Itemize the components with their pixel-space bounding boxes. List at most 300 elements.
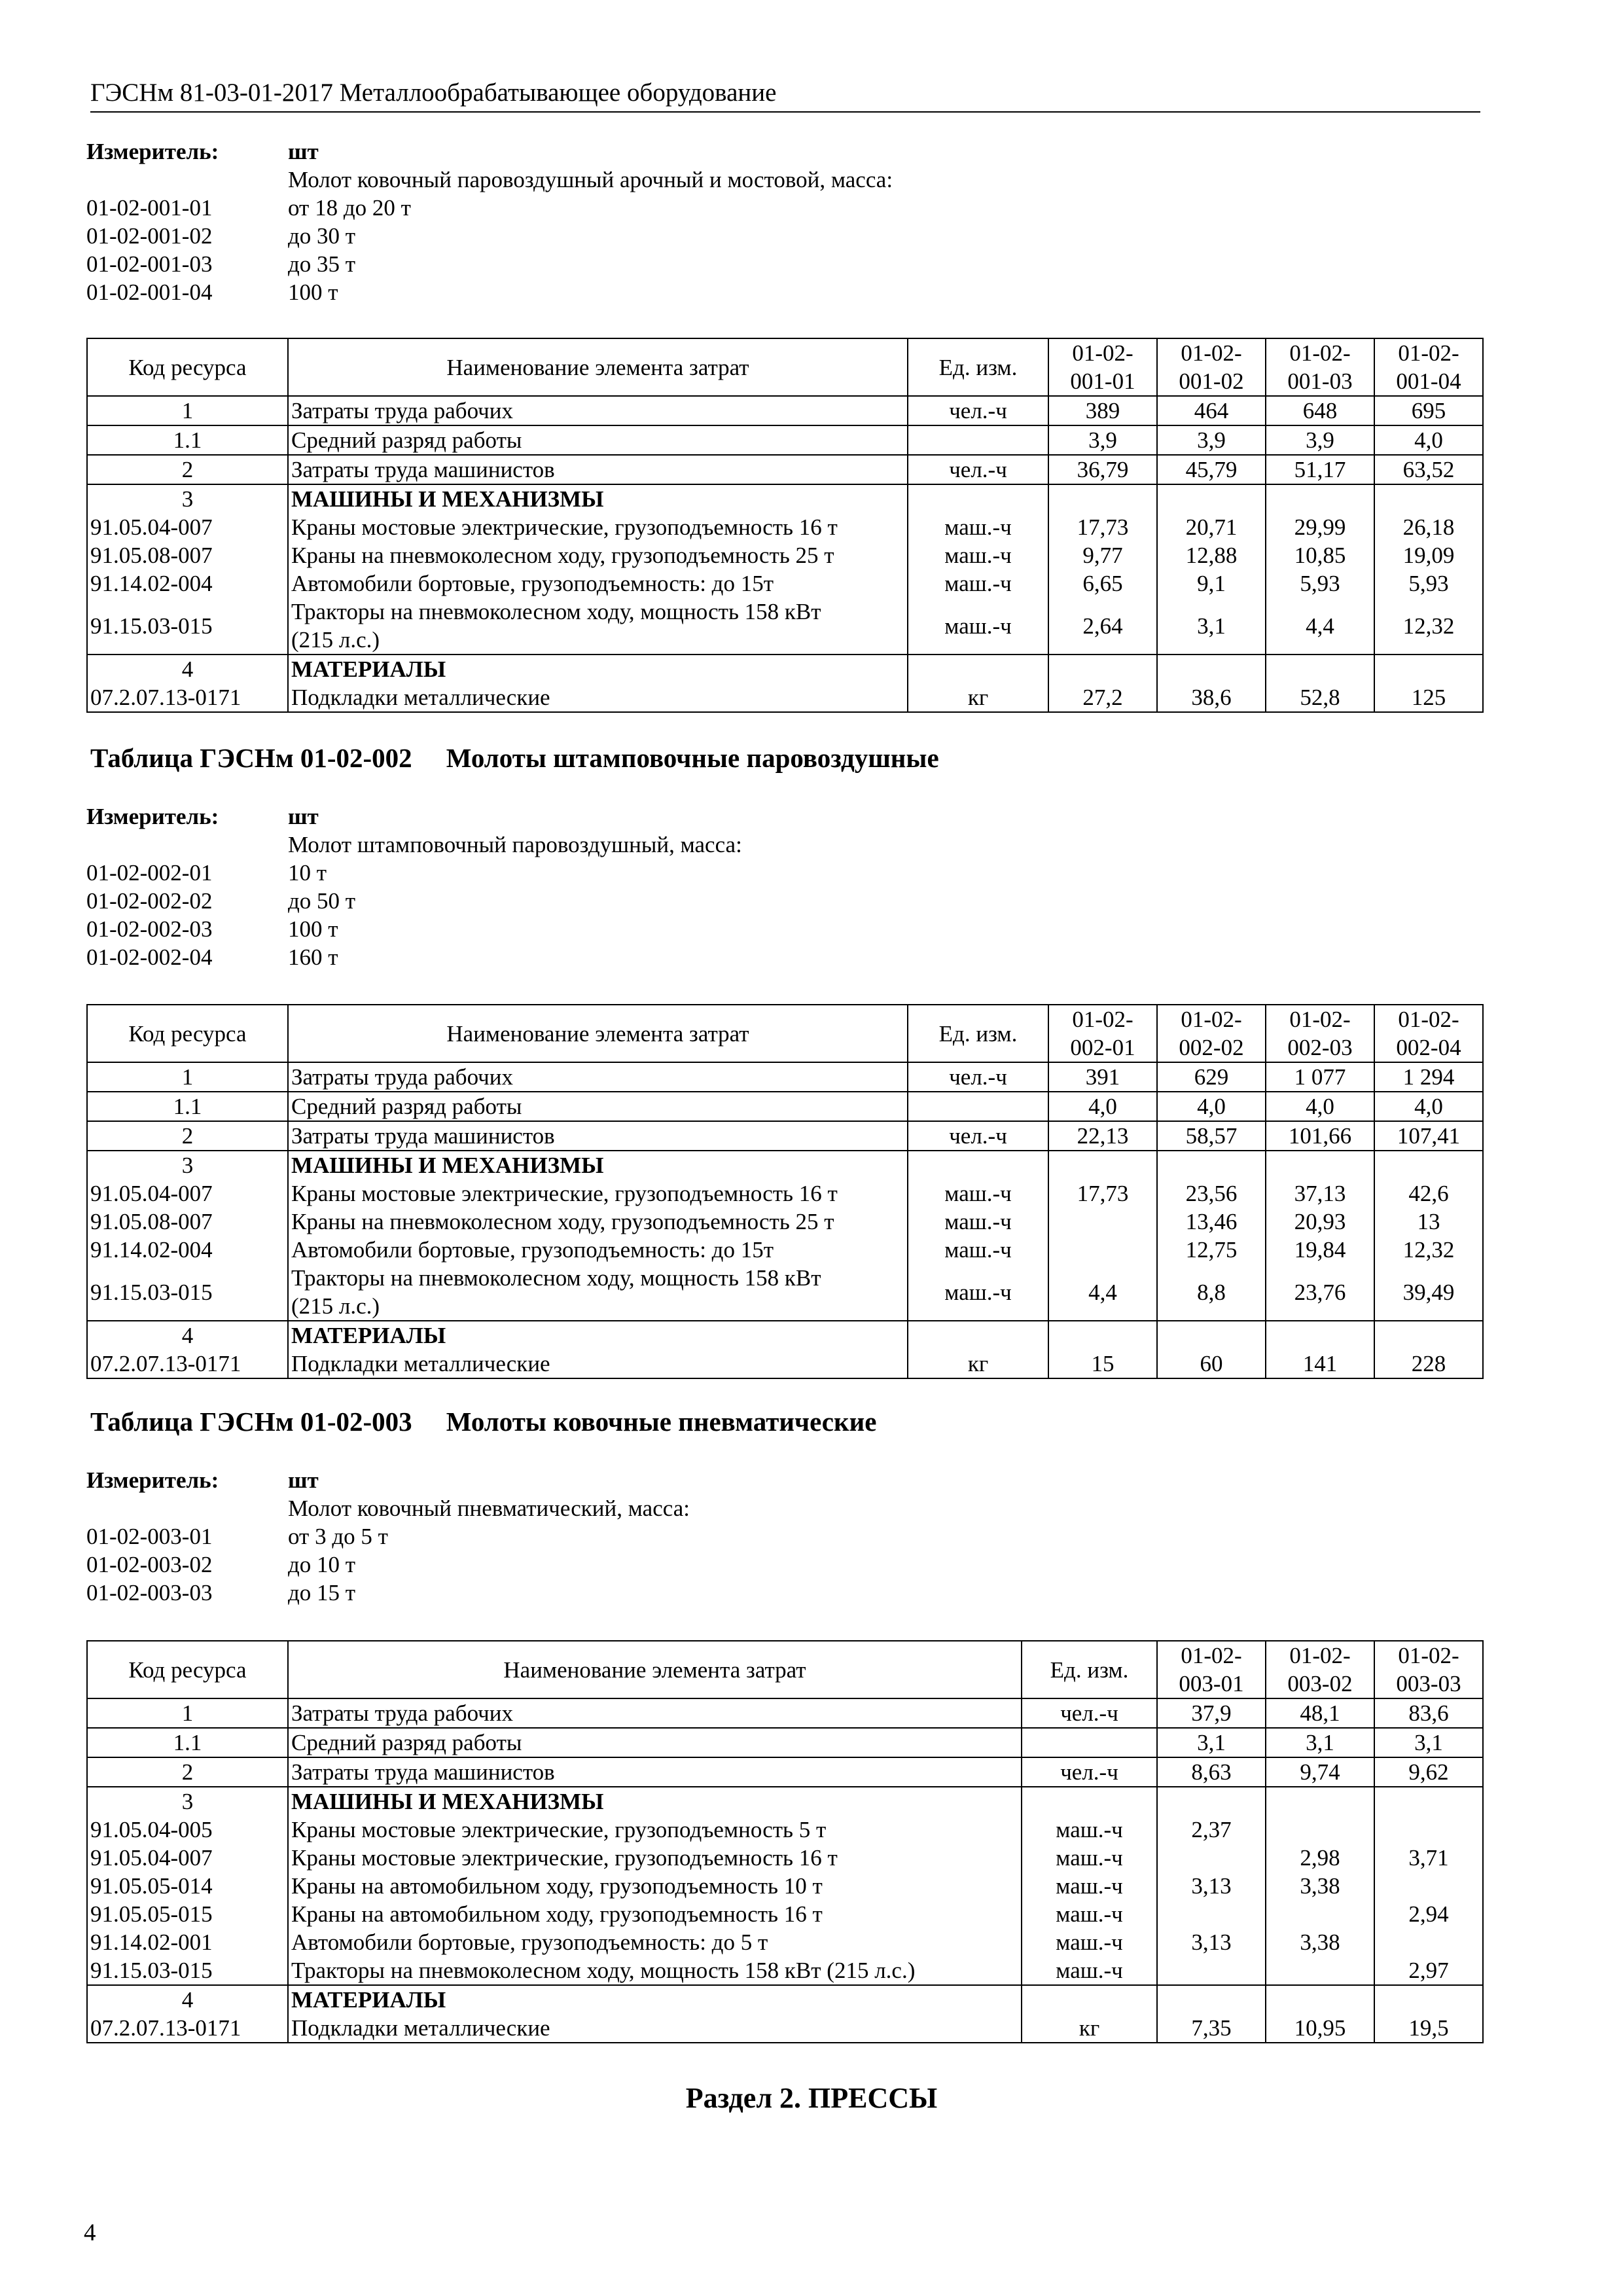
value-cell xyxy=(1374,1151,1483,1179)
col-header-line2: 001-02 xyxy=(1179,368,1244,394)
col-header-norm xyxy=(1266,1005,1374,1062)
resource-name-text: Краны на автомобильном ходу, грузоподъемность 10 т xyxy=(291,1873,823,1899)
value-cell xyxy=(1157,484,1266,513)
value-cell: 48,1 xyxy=(1266,1698,1374,1728)
table-row xyxy=(87,1236,1483,1264)
norm-code-row xyxy=(86,1579,1480,1607)
value-cell: 695 xyxy=(1374,396,1483,425)
norm-code: 01-02-002-01 xyxy=(86,860,213,886)
resource-name xyxy=(288,655,908,683)
norm-code-desc: до 30 т xyxy=(288,223,356,249)
col-header-line1: 01-02- xyxy=(1398,340,1459,366)
resource-name xyxy=(288,1062,908,1092)
resource-code: 3 xyxy=(87,1151,288,1179)
value-cell: 20,71 xyxy=(1157,513,1266,541)
unit-cell: маш.-ч xyxy=(1022,1872,1157,1900)
value-cell: 27,2 xyxy=(1048,683,1157,712)
resource-name-text: Автомобили бортовые, грузоподъемность: до 15т xyxy=(291,571,774,596)
norm-code: 01-02-002-02 xyxy=(86,888,213,914)
col-header-line1: 01-02- xyxy=(1398,1007,1459,1032)
value-cell: 3,71 xyxy=(1374,1844,1483,1872)
resource-name-text: Тракторы на пневмоколесном ходу, мощность 158 кВт xyxy=(291,1265,821,1291)
table-row xyxy=(87,1698,1483,1728)
value-cell xyxy=(1157,1956,1266,1985)
resource-name xyxy=(288,1985,1022,2014)
value-cell: 9,62 xyxy=(1374,1757,1483,1787)
value-cell xyxy=(1266,1816,1374,1844)
unit-cell: маш.-ч xyxy=(908,1236,1048,1264)
measure-row xyxy=(86,802,1480,831)
resource-name-text: Средний разряд работы xyxy=(291,1094,522,1119)
col-header-norm xyxy=(1374,1005,1483,1062)
value-cell: 7,35 xyxy=(1157,2014,1266,2043)
value-cell xyxy=(1374,1321,1483,1350)
norm-code-row xyxy=(86,250,1480,278)
resource-code: 1.1 xyxy=(87,425,288,455)
table-row xyxy=(87,455,1483,484)
resource-name-text: Подкладки металлические xyxy=(291,2015,550,2041)
value-cell: 2,98 xyxy=(1266,1844,1374,1872)
col-header-code: Код ресурса xyxy=(87,1005,288,1062)
unit-cell xyxy=(1022,1787,1157,1816)
value-cell: 107,41 xyxy=(1374,1121,1483,1151)
value-cell xyxy=(1266,484,1374,513)
norm-code-row xyxy=(86,915,1480,943)
resource-name xyxy=(288,2014,1022,2043)
table-body xyxy=(87,1698,1483,2043)
table-row xyxy=(87,541,1483,569)
resource-name xyxy=(288,1757,1022,1787)
resource-name-text: Краны на автомобильном ходу, грузоподъемность 16 т xyxy=(291,1901,823,1927)
resource-name-text: Автомобили бортовые, грузоподъемность: до 5 т xyxy=(291,1929,768,1955)
resource-name xyxy=(288,1179,908,1208)
unit-cell xyxy=(908,1321,1048,1350)
table-row xyxy=(87,569,1483,598)
resource-name-text: Тракторы на пневмоколесном ходу, мощность 158 кВт xyxy=(291,599,821,624)
norm-code-desc: до 35 т xyxy=(288,251,356,277)
resource-code: 91.05.04-007 xyxy=(87,1179,288,1208)
norm-code: 01-02-003-03 xyxy=(86,1580,213,1605)
value-cell: 648 xyxy=(1266,396,1374,425)
resource-name-text: Затраты труда рабочих xyxy=(291,1064,513,1090)
resource-name xyxy=(288,1900,1022,1928)
unit-cell: кг xyxy=(908,683,1048,712)
value-cell: 4,0 xyxy=(1048,1092,1157,1121)
page-header: ГЭСНм 81-03-01-2017 Металлообрабатывающее оборудование xyxy=(90,77,1480,113)
table-row xyxy=(87,1179,1483,1208)
value-cell: 1 294 xyxy=(1374,1062,1483,1092)
resource-name-text: Затраты труда машинистов xyxy=(291,1123,555,1149)
col-header-norm xyxy=(1048,338,1157,396)
resource-name xyxy=(288,1928,1022,1956)
value-cell xyxy=(1157,1151,1266,1179)
resource-code: 91.05.04-005 xyxy=(87,1816,288,1844)
resource-name-text: МАТЕРИАЛЫ xyxy=(291,656,446,682)
norm-code-desc: 10 т xyxy=(288,860,327,886)
norm-code-desc: от 3 до 5 т xyxy=(288,1524,388,1549)
norm-code: 01-02-001-04 xyxy=(86,279,213,305)
value-cell: 38,6 xyxy=(1157,683,1266,712)
col-header-line2: 003-03 xyxy=(1396,1671,1461,1696)
value-cell: 125 xyxy=(1374,683,1483,712)
unit-cell: чел.-ч xyxy=(908,1062,1048,1092)
col-header-line1: 01-02- xyxy=(1072,340,1133,366)
table-row xyxy=(87,484,1483,513)
resource-name xyxy=(288,569,908,598)
resource-name-text: Краны мостовые электрические, грузоподъемность 16 т xyxy=(291,514,838,540)
resource-code: 07.2.07.13-0171 xyxy=(87,683,288,712)
measure-unit: шт xyxy=(288,804,319,829)
value-cell: 29,99 xyxy=(1266,513,1374,541)
col-header-line1: 01-02- xyxy=(1289,1007,1351,1032)
table-row xyxy=(87,1816,1483,1844)
resource-name-text: Автомобили бортовые, грузоподъемность: до 15т xyxy=(291,1237,774,1263)
table-head xyxy=(87,1005,1483,1062)
resource-code: 91.05.04-007 xyxy=(87,1844,288,1872)
resource-name-text: Затраты труда рабочих xyxy=(291,1700,513,1726)
value-cell: 51,17 xyxy=(1266,455,1374,484)
resource-code: 91.05.08-007 xyxy=(87,541,288,569)
value-cell: 17,73 xyxy=(1048,1179,1157,1208)
norm-code-desc: до 10 т xyxy=(288,1552,356,1577)
table-row xyxy=(87,1151,1483,1179)
resource-code: 2 xyxy=(87,1121,288,1151)
value-cell: 3,9 xyxy=(1048,425,1157,455)
resource-code: 91.15.03-015 xyxy=(87,598,288,655)
table-row xyxy=(87,1956,1483,1985)
norm-code-desc: от 18 до 20 т xyxy=(288,195,411,221)
value-cell xyxy=(1157,1787,1266,1816)
col-header-code: Код ресурса xyxy=(87,338,288,396)
resource-code: 91.05.04-007 xyxy=(87,513,288,541)
measure-desc-row xyxy=(86,1494,1480,1522)
value-cell xyxy=(1374,1787,1483,1816)
norm-code-desc: до 15 т xyxy=(288,1580,356,1605)
resource-code: 91.14.02-004 xyxy=(87,1236,288,1264)
measure-label: Измеритель: xyxy=(86,804,219,829)
unit-cell xyxy=(908,1151,1048,1179)
unit-cell: чел.-ч xyxy=(1022,1698,1157,1728)
value-cell xyxy=(1157,655,1266,683)
col-header-norm xyxy=(1157,1005,1266,1062)
table-number-3: Таблица ГЭСНм 01-02-003 xyxy=(90,1407,412,1437)
value-cell: 3,9 xyxy=(1157,425,1266,455)
col-header-line1: 01-02- xyxy=(1289,1643,1351,1668)
unit-cell: чел.-ч xyxy=(908,455,1048,484)
resource-name xyxy=(288,1208,908,1236)
value-cell: 2,37 xyxy=(1157,1816,1266,1844)
norm-code-desc: 100 т xyxy=(288,279,338,305)
col-header-norm xyxy=(1266,338,1374,396)
resource-name-text: Средний разряд работы xyxy=(291,427,522,453)
resource-code: 3 xyxy=(87,484,288,513)
resource-code: 1 xyxy=(87,396,288,425)
table-title-3: Молоты ковочные пневматические xyxy=(446,1407,877,1437)
table-row xyxy=(87,1928,1483,1956)
resource-name-text: Затраты труда машинистов xyxy=(291,1759,555,1785)
value-cell: 228 xyxy=(1374,1350,1483,1378)
value-cell: 141 xyxy=(1266,1350,1374,1378)
col-header-line1: 01-02- xyxy=(1181,1643,1242,1668)
value-cell: 60 xyxy=(1157,1350,1266,1378)
value-cell: 12,32 xyxy=(1374,598,1483,655)
table-head xyxy=(87,1641,1483,1698)
measure-spacer xyxy=(86,831,288,859)
table-row xyxy=(87,1844,1483,1872)
value-cell xyxy=(1048,484,1157,513)
table-row xyxy=(87,1264,1483,1321)
value-cell: 101,66 xyxy=(1266,1121,1374,1151)
value-cell: 23,76 xyxy=(1266,1264,1374,1321)
unit-cell: маш.-ч xyxy=(908,1208,1048,1236)
norm-code: 01-02-003-01 xyxy=(86,1524,213,1549)
value-cell xyxy=(1048,1236,1157,1264)
value-cell xyxy=(1266,1956,1374,1985)
col-header-line1: 01-02- xyxy=(1072,1007,1133,1032)
table-row xyxy=(87,655,1483,683)
table-body xyxy=(87,1062,1483,1378)
value-cell: 2,64 xyxy=(1048,598,1157,655)
table-row xyxy=(87,683,1483,712)
resource-name xyxy=(288,1350,908,1378)
measure-block-3 xyxy=(86,1466,1480,1607)
unit-cell xyxy=(908,484,1048,513)
resource-name xyxy=(288,484,908,513)
value-cell: 4,0 xyxy=(1266,1092,1374,1121)
resource-table-2 xyxy=(86,1004,1484,1379)
measure-spacer xyxy=(86,166,288,194)
value-cell xyxy=(1157,1844,1266,1872)
resource-name-text: Средний разряд работы xyxy=(291,1730,522,1755)
resource-name-text: Краны мостовые электрические, грузоподъемность 5 т xyxy=(291,1817,827,1842)
resource-name-text: МАТЕРИАЛЫ xyxy=(291,1323,446,1348)
value-cell: 629 xyxy=(1157,1062,1266,1092)
table-row xyxy=(87,1728,1483,1757)
value-cell: 12,88 xyxy=(1157,541,1266,569)
value-cell: 5,93 xyxy=(1266,569,1374,598)
unit-cell xyxy=(1022,1728,1157,1757)
resource-name xyxy=(288,1236,908,1264)
resource-name-text: Краны мостовые электрические, грузоподъемность 16 т xyxy=(291,1181,838,1206)
table-row xyxy=(87,1900,1483,1928)
resource-name xyxy=(288,598,908,655)
value-cell: 464 xyxy=(1157,396,1266,425)
header-row xyxy=(87,1005,1483,1062)
table-row xyxy=(87,1985,1483,2014)
norm-code-row xyxy=(86,194,1480,222)
resource-name-text: Затраты труда машинистов xyxy=(291,457,555,482)
resource-name xyxy=(288,1698,1022,1728)
value-cell: 3,38 xyxy=(1266,1872,1374,1900)
resource-code: 2 xyxy=(87,455,288,484)
table-row xyxy=(87,1062,1483,1092)
resource-name-text: Подкладки металлические xyxy=(291,685,550,710)
value-cell: 17,73 xyxy=(1048,513,1157,541)
value-cell: 52,8 xyxy=(1266,683,1374,712)
resource-name xyxy=(288,1321,908,1350)
col-header-norm xyxy=(1266,1641,1374,1698)
norm-code-row xyxy=(86,887,1480,915)
resource-name xyxy=(288,541,908,569)
value-cell xyxy=(1374,484,1483,513)
resource-code: 1.1 xyxy=(87,1728,288,1757)
value-cell: 12,75 xyxy=(1157,1236,1266,1264)
col-header-line2: 001-03 xyxy=(1287,368,1353,394)
resource-code: 07.2.07.13-0171 xyxy=(87,2014,288,2043)
unit-cell: чел.-ч xyxy=(908,396,1048,425)
value-cell: 2,94 xyxy=(1374,1900,1483,1928)
value-cell: 13 xyxy=(1374,1208,1483,1236)
value-cell: 22,13 xyxy=(1048,1121,1157,1151)
resource-name-text: МАШИНЫ И МЕХАНИЗМЫ xyxy=(291,486,604,512)
col-header-line1: 01-02- xyxy=(1181,1007,1242,1032)
table-row xyxy=(87,2014,1483,2043)
resource-code: 2 xyxy=(87,1757,288,1787)
resource-code: 91.05.05-014 xyxy=(87,1872,288,1900)
norm-code-desc: 100 т xyxy=(288,916,338,942)
value-cell: 9,77 xyxy=(1048,541,1157,569)
table-row xyxy=(87,1350,1483,1378)
col-header-norm xyxy=(1157,338,1266,396)
resource-name xyxy=(288,1956,1022,1985)
col-header-line1: 01-02- xyxy=(1398,1643,1459,1668)
unit-cell: маш.-ч xyxy=(1022,1844,1157,1872)
resource-name xyxy=(288,683,908,712)
resource-name-text: МАТЕРИАЛЫ xyxy=(291,1987,446,2013)
resource-name-text: Краны мостовые электрические, грузоподъемность 16 т xyxy=(291,1845,838,1871)
norm-code-row xyxy=(86,943,1480,971)
value-cell: 4,4 xyxy=(1048,1264,1157,1321)
resource-code: 1.1 xyxy=(87,1092,288,1121)
value-cell: 3,13 xyxy=(1157,1872,1266,1900)
norm-code-desc: 160 т xyxy=(288,944,338,970)
table-caption-3 xyxy=(90,1405,876,1439)
value-cell xyxy=(1266,1321,1374,1350)
table-row xyxy=(87,1787,1483,1816)
resource-code: 1 xyxy=(87,1062,288,1092)
value-cell xyxy=(1048,655,1157,683)
unit-cell: маш.-ч xyxy=(1022,1928,1157,1956)
value-cell: 19,84 xyxy=(1266,1236,1374,1264)
norm-code: 01-02-001-03 xyxy=(86,251,213,277)
measure-spacer xyxy=(86,1494,288,1522)
header-row xyxy=(87,338,1483,396)
table-number-2: Таблица ГЭСНм 01-02-002 xyxy=(90,743,412,773)
col-header-line2: 001-04 xyxy=(1396,368,1461,394)
col-header-name: Наименование элемента затрат xyxy=(288,1641,1022,1698)
value-cell xyxy=(1374,1928,1483,1956)
table-row xyxy=(87,513,1483,541)
value-cell: 8,63 xyxy=(1157,1757,1266,1787)
value-cell xyxy=(1374,1872,1483,1900)
value-cell: 3,9 xyxy=(1266,425,1374,455)
value-cell: 37,13 xyxy=(1266,1179,1374,1208)
value-cell: 13,46 xyxy=(1157,1208,1266,1236)
unit-cell: маш.-ч xyxy=(1022,1956,1157,1985)
table-row xyxy=(87,396,1483,425)
resource-code: 1 xyxy=(87,1698,288,1728)
unit-cell xyxy=(1022,1985,1157,2014)
value-cell xyxy=(1374,1816,1483,1844)
value-cell xyxy=(1048,1208,1157,1236)
resource-name xyxy=(288,1092,908,1121)
measure-label: Измеритель: xyxy=(86,1467,219,1493)
value-cell: 36,79 xyxy=(1048,455,1157,484)
measure-label: Измеритель: xyxy=(86,139,219,164)
resource-name xyxy=(288,1121,908,1151)
resource-code: 4 xyxy=(87,1985,288,2014)
col-header-name: Наименование элемента затрат xyxy=(288,1005,908,1062)
table-row xyxy=(87,1757,1483,1787)
value-cell: 3,1 xyxy=(1157,1728,1266,1757)
value-cell: 2,97 xyxy=(1374,1956,1483,1985)
unit-cell xyxy=(908,1092,1048,1121)
col-header-line1: 01-02- xyxy=(1289,340,1351,366)
value-cell xyxy=(1374,1985,1483,2014)
resource-code: 4 xyxy=(87,655,288,683)
resource-name-text: Краны на пневмоколесном ходу, грузоподъемность 25 т xyxy=(291,543,834,568)
unit-cell: маш.-ч xyxy=(1022,1816,1157,1844)
value-cell: 5,93 xyxy=(1374,569,1483,598)
unit-cell: кг xyxy=(1022,2014,1157,2043)
value-cell xyxy=(1374,655,1483,683)
value-cell: 3,1 xyxy=(1157,598,1266,655)
unit-cell: маш.-ч xyxy=(1022,1900,1157,1928)
norm-code-row xyxy=(86,278,1480,306)
value-cell: 3,1 xyxy=(1374,1728,1483,1757)
unit-cell: кг xyxy=(908,1350,1048,1378)
value-cell xyxy=(1266,655,1374,683)
unit-cell: маш.-ч xyxy=(908,513,1048,541)
measure-unit: шт xyxy=(288,1467,319,1493)
value-cell: 58,57 xyxy=(1157,1121,1266,1151)
value-cell xyxy=(1157,1985,1266,2014)
value-cell: 42,6 xyxy=(1374,1179,1483,1208)
value-cell: 26,18 xyxy=(1374,513,1483,541)
value-cell: 3,1 xyxy=(1266,1728,1374,1757)
measure-row xyxy=(86,137,1480,166)
norm-code-row xyxy=(86,1551,1480,1579)
norm-code: 01-02-003-02 xyxy=(86,1552,213,1577)
value-cell xyxy=(1266,1900,1374,1928)
resource-name-cont: (215 л.с.) xyxy=(291,627,380,653)
resource-name-text: Тракторы на пневмоколесном ходу, мощность 158 кВт (215 л.с.) xyxy=(291,1958,916,1983)
resource-name-text: Подкладки металлические xyxy=(291,1351,550,1376)
value-cell: 389 xyxy=(1048,396,1157,425)
resource-code: 91.05.08-007 xyxy=(87,1208,288,1236)
table-title-2: Молоты штамповочные паровоздушные xyxy=(446,743,939,773)
col-header-norm xyxy=(1374,1641,1483,1698)
col-header-unit: Ед. изм. xyxy=(908,338,1048,396)
value-cell: 83,6 xyxy=(1374,1698,1483,1728)
value-cell: 6,65 xyxy=(1048,569,1157,598)
value-cell: 9,1 xyxy=(1157,569,1266,598)
col-header-line2: 002-02 xyxy=(1179,1035,1244,1060)
resource-name xyxy=(288,1728,1022,1757)
value-cell: 1 077 xyxy=(1266,1062,1374,1092)
value-cell xyxy=(1266,1151,1374,1179)
value-cell xyxy=(1266,1787,1374,1816)
resource-name-cont: (215 л.с.) xyxy=(291,1293,380,1319)
measure-desc-row xyxy=(86,831,1480,859)
value-cell: 3,38 xyxy=(1266,1928,1374,1956)
resource-code: 07.2.07.13-0171 xyxy=(87,1350,288,1378)
value-cell: 37,9 xyxy=(1157,1698,1266,1728)
resource-code: 91.15.03-015 xyxy=(87,1264,288,1321)
value-cell xyxy=(1157,1900,1266,1928)
col-header-line2: 002-03 xyxy=(1287,1035,1353,1060)
value-cell: 39,49 xyxy=(1374,1264,1483,1321)
